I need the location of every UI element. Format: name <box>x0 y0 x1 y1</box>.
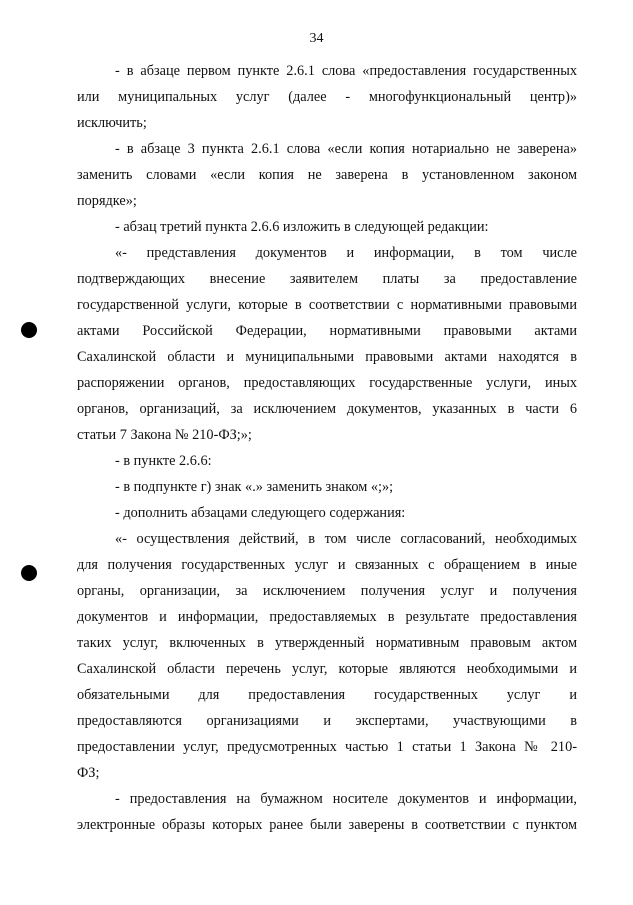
text-line: статьи 7 Закона № 210-ФЗ;»; <box>77 427 252 443</box>
text-line: государственной услуги, которые в соответствии с нормативными правовыми <box>77 297 577 313</box>
punch-hole <box>21 565 37 581</box>
text-line: для получения государственных услуг и связанных с обращением в иные <box>77 557 577 573</box>
text-line: ФЗ; <box>77 765 100 781</box>
text-line: - в абзаце первом пункте 2.6.1 слова «предоставления государственных <box>115 63 577 79</box>
text-line: - абзац третий пункта 2.6.6 изложить в следующей редакции: <box>115 219 489 235</box>
text-line: документов и информации, предоставляемых в результате предоставления <box>77 609 577 625</box>
text-line: исключить; <box>77 115 147 131</box>
text-line: предоставлении услуг, предусмотренных частью 1 статьи 1 Закона № 210- <box>77 739 577 755</box>
text-line: порядке»; <box>77 193 137 209</box>
text-line: - дополнить абзацами следующего содержания: <box>115 505 406 521</box>
punch-hole <box>21 322 37 338</box>
text-line: органы, организации, за исключением получения услуг и получения <box>77 583 577 599</box>
text-line: «- представления документов и информации, в том числе <box>115 245 577 261</box>
text-line: - в подпункте г) знак «.» заменить знаком «;»; <box>115 479 394 495</box>
text-line: или муниципальных услуг (далее - многофункциональный центр)» <box>77 89 577 105</box>
text-line: таких услуг, включенных в утвержденный нормативным правовым актом <box>77 635 577 651</box>
text-line: - в пункте 2.6.6: <box>115 453 212 469</box>
text-line: актами Российской Федерации, нормативными правовыми актами <box>77 323 577 339</box>
text-line: электронные образы которых ранее были заверены в соответствии с пунктом <box>77 817 577 833</box>
text-line: - предоставления на бумажном носителе документов и информации, <box>115 791 577 807</box>
text-line: заменить словами «если копия не заверена в установленном законом <box>77 167 577 183</box>
text-line: - в абзаце 3 пункта 2.6.1 слова «если копия нотариально не заверена» <box>115 141 577 157</box>
text-line: распоряжении органов, предоставляющих государственные услуги, иных <box>77 375 577 391</box>
text-line: подтверждающих внесение заявителем платы за предоставление <box>77 271 577 287</box>
text-line: Сахалинской области и муниципальными правовыми актами находятся в <box>77 349 577 365</box>
text-line: предоставляются организациями и экспертами, участвующими в <box>77 713 577 729</box>
text-line: «- осуществления действий, в том числе согласований, необходимых <box>115 531 577 547</box>
text-line: обязательными для предоставления государственных услуг и <box>77 687 577 703</box>
text-line: органов, организаций, за исключением документов, указанных в части 6 <box>77 401 577 417</box>
text-line: Сахалинской области перечень услуг, которые являются необходимыми и <box>77 661 577 677</box>
page-number: 34 <box>309 31 324 46</box>
